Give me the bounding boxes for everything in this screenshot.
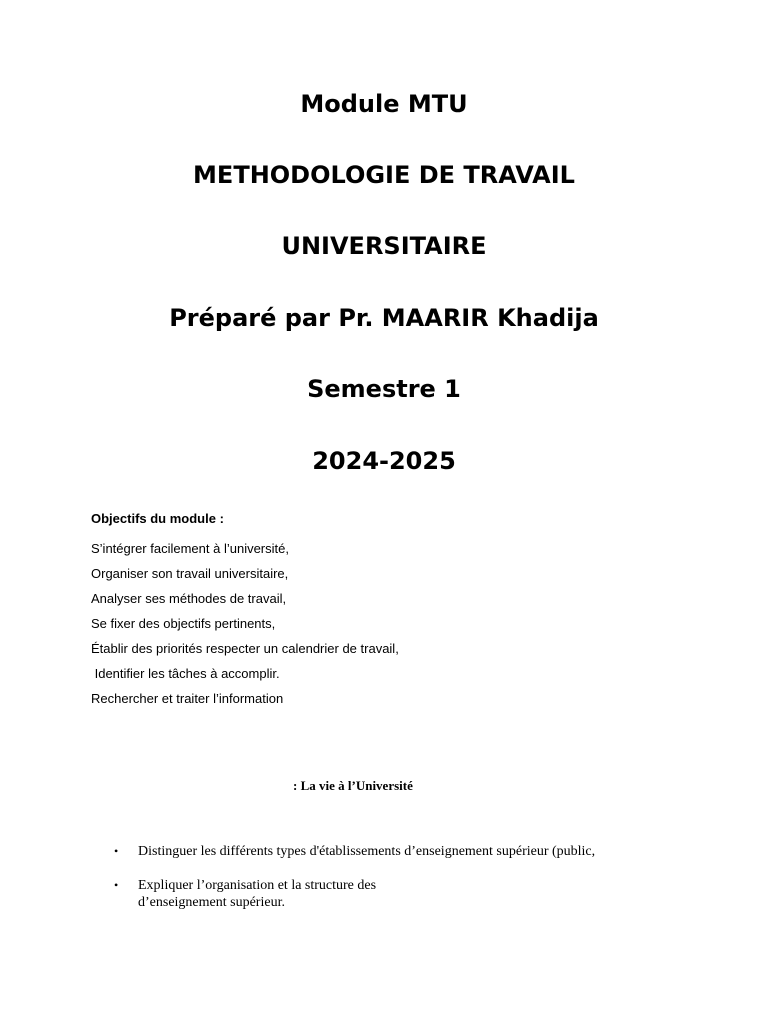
- bullet-item: [114, 877, 674, 911]
- objective-item: Établir des priorités respecter un calendrier de travail,: [91, 641, 399, 656]
- objective-item: Analyser ses méthodes de travail,: [91, 591, 287, 606]
- course-title-line-2: UNIVERSITAIRE: [281, 232, 487, 260]
- objectives-heading: Objectifs du module :: [91, 511, 224, 526]
- bullet-dot-icon: •: [114, 844, 119, 858]
- objective-item: Rechercher et traiter l’information: [91, 691, 284, 706]
- semester-line: Semestre 1: [307, 375, 461, 403]
- module-title: Module MTU: [300, 90, 468, 118]
- course-title-line-1: METHODOLOGIE DE TRAVAIL: [193, 161, 575, 189]
- bullet-dot-icon: •: [114, 878, 119, 892]
- objective-item: S’intégrer facilement à l’université,: [91, 541, 289, 556]
- objective-item: Identifier les tâches à accomplir.: [91, 666, 280, 681]
- author-line: Préparé par Pr. MAARIR Khadija: [169, 304, 599, 332]
- bullet-text: Expliquer l’organisation et la structure des d’enseignement supérieur.: [138, 878, 377, 910]
- section-title: : La vie à l’Université: [293, 778, 413, 793]
- objective-item: Se fixer des objectifs pertinents,: [91, 616, 276, 631]
- objectives-list: [91, 536, 399, 711]
- section-bullet-list: [114, 843, 674, 928]
- bullet-item: [114, 843, 674, 860]
- objectives-section: [91, 511, 399, 711]
- bullet-text: Distinguer les différents types d'établissements d’enseignement supérieur (public,: [138, 844, 596, 859]
- academic-year: 2024-2025: [312, 447, 456, 475]
- objective-item: Organiser son travail universitaire,: [91, 566, 289, 581]
